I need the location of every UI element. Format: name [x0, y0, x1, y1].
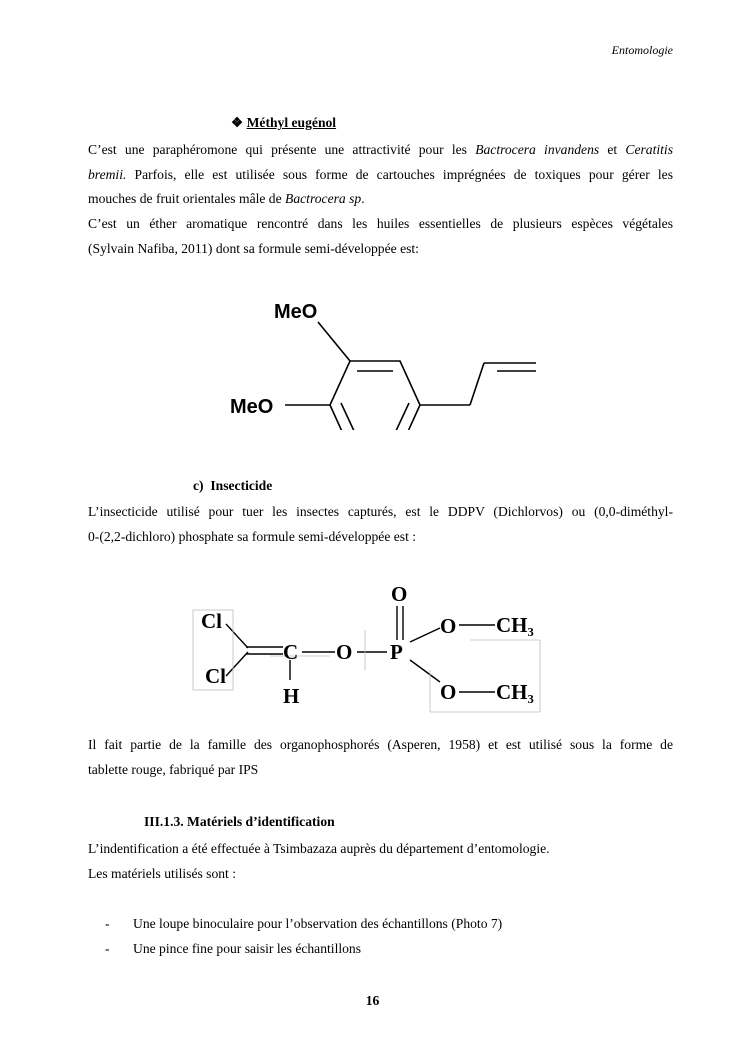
list-dash: -: [105, 940, 110, 956]
chlorine-top-label: Cl: [201, 609, 222, 633]
methyl-eugenol-structure: [0, 290, 745, 430]
phosphorus-label: P: [390, 640, 403, 664]
species-name: bremii.: [88, 166, 127, 182]
oxygen-lower-label: O: [440, 680, 457, 704]
methoxy-left-label: MeO: [230, 396, 274, 418]
materials-list: [105, 912, 502, 961]
text-line: Il fait partie de la famille des organophosphorés (Asperen, 1958) et est utilisé sous la forme de: [88, 737, 673, 752]
section-heading-methyl-eugenol: [231, 115, 336, 131]
oxygen-upper-label: O: [440, 614, 457, 638]
chlorine-bottom-label: Cl: [205, 664, 226, 688]
text-line: bremii. Parfois, elle est utilisée sous forme de cartouches imprégnées de toxiques pour gérer les: [88, 166, 673, 182]
materiels-description: [88, 837, 673, 886]
heading-text: Insecticide: [210, 478, 273, 493]
methyl-upper-label: CH₃: [496, 613, 534, 637]
hydrogen-label: H: [283, 684, 300, 708]
ether-description: [88, 212, 673, 261]
text-line: L’indentification a été effectuée à Tsimbazaza auprès du département d’entomologie.: [88, 841, 550, 856]
page-number: 16: [365, 993, 380, 1008]
text-line: mouches de fruit orientales mâle de Bactrocera sp.: [88, 191, 365, 206]
section-heading-materiels: III.1.3. Matériels d’identification: [144, 814, 335, 829]
list-item-text: Une pince fine pour saisir les échantillons: [133, 940, 362, 956]
species-name: Ceratitis: [625, 142, 673, 157]
carbon-label: C: [283, 640, 299, 664]
methyl-lower-label: CH₃: [496, 680, 534, 704]
list-item: [105, 912, 502, 937]
text-line: (Sylvain Nafiba, 2011) dont sa formule semi-développée est:: [88, 240, 419, 256]
diamond-bullet-icon: ❖: [231, 115, 244, 130]
running-header: Entomologie: [611, 43, 673, 57]
text-line: L’insecticide utilisé pour tuer les insectes capturés, est le DDPV (Dichlorvos) ou (0,0-diméthyl-: [88, 504, 673, 519]
text-line: C’est un éther aromatique rencontré dans les huiles essentielles de plusieurs espèces végétales: [88, 216, 673, 231]
oxygen-link-label: O: [336, 640, 353, 664]
heading-text: Méthyl eugénol: [246, 115, 337, 130]
list-item-text: Une loupe binoculaire pour l’observation des échantillons (Photo 7): [133, 916, 503, 931]
species-name: Bactrocera invandens: [475, 142, 600, 157]
section-heading-insecticide: [193, 478, 272, 494]
list-dash: -: [105, 916, 110, 931]
insecticide-description: [88, 500, 673, 549]
list-item: [105, 937, 502, 962]
text-line: C’est une paraphéromone qui présente une attractivité pour les Bactrocera invandens et Ceratitis: [88, 142, 673, 157]
organophosphate-description: [88, 733, 673, 782]
list-label: c): [193, 478, 204, 493]
oxygen-double-label: O: [391, 582, 408, 606]
dichlorvos-structure: [0, 580, 745, 715]
text-line: tablette rouge, fabriqué par IPS: [88, 761, 259, 777]
species-name: Bactrocera sp: [285, 191, 362, 206]
text-line: Les matériels utilisés sont :: [88, 865, 236, 881]
methyl-eugenol-description: [88, 138, 673, 212]
text-line: 0-(2,2-dichloro) phosphate sa formule semi-développée est :: [88, 528, 417, 544]
methoxy-top-label: MeO: [274, 301, 318, 323]
